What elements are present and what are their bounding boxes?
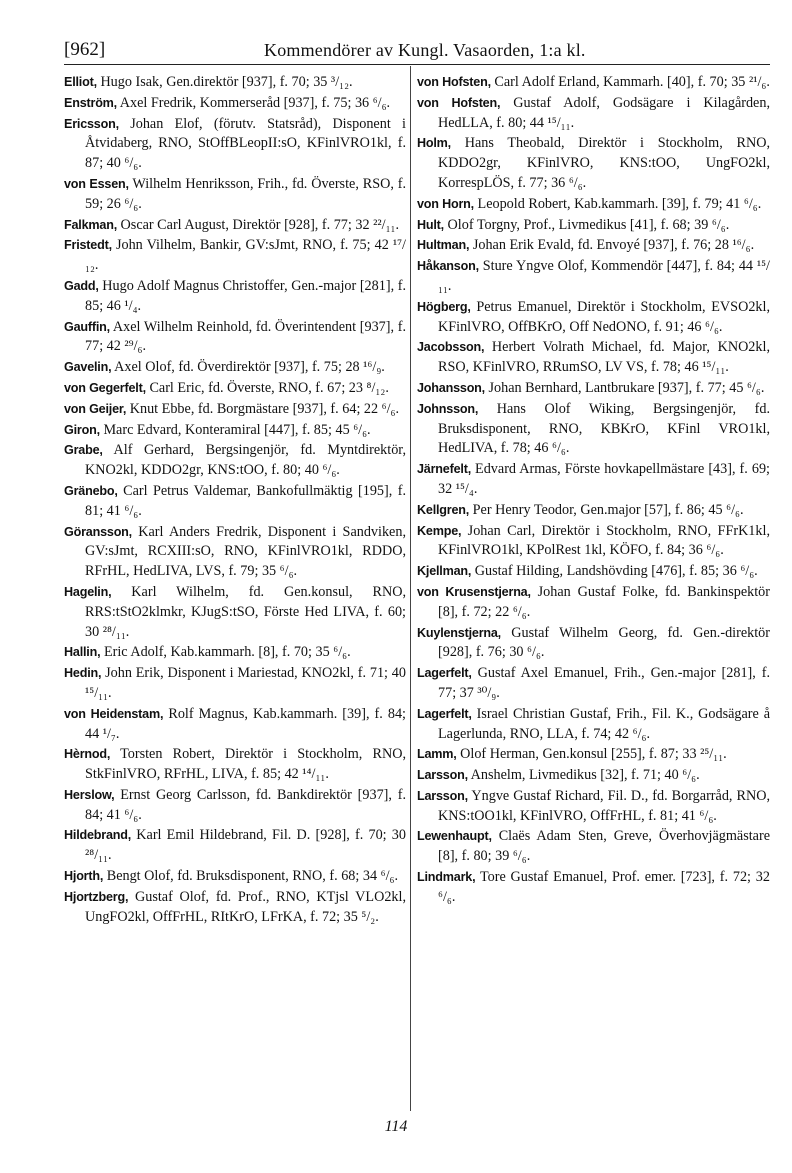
entry-details: Bengt Olof, fd. Bruksdisponent, RNO, f. 68; 34 ⁶/₆. (103, 868, 399, 885)
entry-surname: Lamm, (417, 747, 457, 762)
entry-surname: Hult, (417, 217, 444, 232)
running-title: Kommendörer av Kungl. Vasaorden, 1:a kl. (264, 40, 586, 60)
directory-entry (417, 236, 770, 256)
entry-details: Gustaf Wilhelm Georg, fd. Gen.-direktör [928], f. 76; 30 ⁶/₆. (438, 624, 770, 661)
entry-surname: Lewenhaupt, (417, 829, 492, 844)
entry-details: John Erik, Disponent i Mariestad, KNO2kl, f. 71; 40 ¹⁵/₁₁. (85, 665, 406, 701)
entry-surname: Hjorth, (64, 869, 104, 884)
entry-surname: Lindmark, (417, 870, 476, 885)
entry-details: Anshelm, Livmedikus [32], f. 71; 40 ⁶/₆. (467, 767, 700, 784)
directory-entry (64, 358, 406, 378)
directory-entry (64, 277, 406, 317)
directory-entry (64, 664, 406, 704)
entry-surname: Falkman, (64, 217, 117, 232)
entry-details: Hans Theobald, Direktör i Stockholm, RNO, KDDO2gr, KFinlVRO, KNS:tOO, UngFO2kl, KorrespLÖS, f. 77; 36 ⁶/₆. (438, 135, 770, 191)
directory-entry (417, 460, 770, 500)
directory-entry (417, 522, 770, 562)
entry-surname: Larsson, (417, 768, 468, 783)
page-header (64, 33, 776, 61)
entry-details: Hans Olof Wiking, Bergsingenjör, fd. Bruksdisponent, RNO, KBKrO, KFinl VRO1kl, HedLIVA, f. 78; 46 ⁶/₆. (438, 400, 770, 457)
directory-entry (64, 318, 406, 358)
entry-surname: von Horn, (417, 196, 474, 211)
entry-surname: Kjellman, (417, 564, 472, 579)
directory-entry (417, 379, 770, 399)
entry-surname: Kuylenstjerna, (417, 625, 501, 640)
entry-details: Karl Wilhelm, fd. Gen.konsul, RNO, RRS:tStO2klmkr, KJugS:tSO, Förste Hed LIVA, f. 60; 30 ²⁸/₁₁. (85, 583, 406, 640)
directory-entry (64, 441, 406, 481)
entry-surname: Hjortzberg, (64, 889, 129, 904)
directory-entry (64, 175, 406, 215)
entry-surname: Grabe, (64, 443, 103, 458)
entry-surname: Lagerfelt, (417, 666, 472, 681)
directory-entry (64, 786, 406, 826)
entry-surname: Giron, (64, 422, 100, 437)
directory-entry (64, 482, 406, 522)
entry-surname: Ericsson, (64, 116, 119, 131)
directory-entry (417, 868, 770, 908)
directory-entry (417, 827, 770, 867)
entry-details: Carl Adolf Erland, Kammarh. [40], f. 70; 35 ²¹/₆. (490, 74, 770, 90)
entry-details: Karl Emil Hildebrand, Fil. D. [928], f. 70; 30 ²⁸/₁₁. (85, 827, 406, 864)
entry-surname: Hildebrand, (64, 828, 132, 843)
entry-details: Axel Wilhelm Reinhold, fd. Överintendent [937], f. 77; 42 ²⁹/₆. (85, 318, 406, 355)
directory-entry (64, 705, 406, 745)
entry-surname: Kellgren, (417, 502, 470, 517)
entry-surname: Jacobsson, (417, 340, 485, 355)
entry-details: Johan Gustaf Folke, fd. Bankinspektör [8], f. 72; 22 ⁶/₆. (438, 583, 770, 620)
entry-details: Yngve Gustaf Richard, Fil. D., fd. Borgarråd, RNO, KNS:tOO1kl, KFinlVRO, OffFrHL, f. 81; 41 ⁶/₆. (438, 787, 770, 824)
directory-entry (64, 745, 406, 785)
directory-entry (64, 867, 406, 887)
entry-details: Axel Fredrik, Kommerseråd [937], f. 75; 36 ⁶/₆. (116, 94, 391, 111)
directory-entry (64, 888, 406, 928)
entry-details: Ernst Georg Carlsson, fd. Bankdirektör [937], f. 84; 41 ⁶/₆. (85, 786, 406, 823)
entry-details: Israel Christian Gustaf, Frih., Fil. K., Godsägare å Lagerlunda, RNO, LLA, f. 74; 42 ⁶/₆. (438, 705, 770, 742)
directory-entry (417, 562, 770, 582)
entry-details: Alf Gerhard, Bergsingenjör, fd. Myntdirektör, KNO2kl, KDDO2gr, KNS:tOO, f. 80; 40 ⁶/₆. (85, 442, 406, 479)
entry-details: Johan Erik Evald, fd. Envoyé [937], f. 76; 28 ¹⁶/₆. (469, 237, 755, 254)
entry-surname: Johansson, (417, 380, 485, 395)
directory-entry (417, 73, 770, 93)
directory-entry (64, 421, 406, 441)
directory-entry (64, 379, 406, 399)
directory-entry (64, 115, 406, 174)
entry-surname: Elliot, (64, 75, 97, 89)
entry-surname: Hagelin, (64, 584, 112, 599)
entry-surname: Göransson, (64, 524, 132, 539)
directory-entry (417, 94, 770, 134)
entry-surname: von Geijer, (64, 401, 127, 416)
entry-surname: Kempe, (417, 523, 462, 538)
right-column (417, 73, 770, 909)
directory-entry (417, 664, 770, 704)
entry-surname: von Hofsten, (417, 95, 501, 110)
entry-details: Claës Adam Sten, Greve, Överhovjägmästare [8], f. 80; 39 ⁶/₆. (438, 828, 770, 865)
entry-details: Rolf Magnus, Kab.kammarh. [39], f. 84; 44 ¹/₇. (85, 705, 406, 742)
entry-details: Oscar Carl August, Direktör [928], f. 77; 32 ²²/₁₁. (117, 216, 400, 233)
directory-entry (64, 94, 406, 114)
directory-entry (417, 257, 770, 297)
directory-entry (417, 705, 770, 745)
entry-surname: Håkanson, (417, 259, 479, 274)
directory-entry (64, 826, 406, 866)
directory-entry (64, 73, 406, 93)
entry-details: Karl Anders Fredrik, Disponent i Sandviken, GV:sJmt, RCXIII:sO, RNO, KFinlVRO1kl, RDDO, RFrHL, HedLIVA, LVS, f. 79; 35 ⁶/₆. (85, 523, 406, 580)
directory-entry (417, 624, 770, 664)
entry-surname: Gauffin, (64, 319, 110, 334)
entry-details: Edvard Armas, Förste hovkapellmästare [43], f. 69; 32 ¹⁵/₄. (438, 461, 770, 497)
entry-details: Knut Ebbe, fd. Borgmästare [937], f. 64; 22 ⁶/₆. (126, 400, 400, 417)
directory-entry (417, 400, 770, 459)
entry-surname: Holm, (417, 136, 451, 151)
entry-details: Johan Carl, Direktör i Stockholm, RNO, FFrK1kl, KFinlVRO1kl, KPolRest 1kl, KÖFO, f. 84; 36 ⁶/₆. (438, 522, 770, 559)
entry-surname: von Gegerfelt, (64, 380, 146, 395)
directory-entry (417, 787, 770, 827)
entry-surname: Högberg, (417, 299, 471, 314)
left-column (64, 73, 406, 928)
entry-surname: Fristedt, (64, 238, 112, 253)
directory-entry (417, 298, 770, 338)
entry-details: Carl Petrus Valdemar, Bankofullmäktig [195], f. 81; 41 ⁶/₆. (85, 482, 406, 519)
entry-details: Marc Edvard, Konteramiral [447], f. 85; 45 ⁶/₆. (99, 421, 371, 438)
entry-surname: Hèrnod, (64, 747, 111, 762)
entry-details: Eric Adolf, Kab.kammarh. [8], f. 70; 35 ⁶/₆. (100, 644, 351, 661)
entry-details: Axel Olof, fd. Överdirektör [937], f. 75; 28 ¹⁶/₉. (111, 359, 385, 376)
entry-details: Olof Herman, Gen.konsul [255], f. 87; 33 ²⁵/₁₁. (456, 746, 727, 763)
entry-details: Leopold Robert, Kab.kammarh. [39], f. 79; 41 ⁶/₆. (473, 195, 762, 212)
entry-surname: von Hofsten, (417, 75, 491, 89)
entry-surname: Herslow, (64, 787, 115, 802)
directory-entry (64, 400, 406, 420)
entry-details: Torsten Robert, Direktör i Stockholm, RNO, StkFinlVRO, RFrHL, LIVA, f. 85; 42 ¹⁴/₁₁. (85, 746, 406, 783)
entry-details: Hugo Isak, Gen.direktör [937], f. 70; 35 ³/₁₂. (96, 74, 353, 90)
entry-details: Sture Yngve Olof, Kommendör [447], f. 84; 44 ¹⁵/₁₁. (438, 258, 770, 294)
entry-details: Gustaf Hilding, Landshövding [476], f. 85; 36 ⁶/₆. (471, 563, 758, 580)
entry-details: Olof Torgny, Prof., Livmedikus [41], f. 68; 39 ⁶/₆. (443, 216, 730, 233)
entry-surname: Larsson, (417, 788, 468, 803)
entry-details: John Vilhelm, Bankir, GV:sJmt, RNO, f. 75; 42 ¹⁷/₁₂. (85, 237, 406, 274)
directory-entry (417, 745, 770, 765)
directory-entry (64, 523, 406, 582)
entry-surname: Gavelin, (64, 360, 112, 375)
entry-details: Gustaf Adolf, Godsägare i Kilagården, HedLLA, f. 80; 44 ¹⁵/₁₁. (438, 94, 770, 131)
entry-surname: von Heidenstam, (64, 706, 164, 721)
folio-number: 114 (384, 1118, 408, 1135)
directory-entry (417, 338, 770, 378)
directory-entry (417, 766, 770, 786)
directory-entry (417, 501, 770, 521)
entry-surname: von Krusenstjerna, (417, 584, 531, 599)
entry-surname: von Essen, (64, 176, 129, 191)
entry-surname: Enström, (64, 95, 117, 110)
directory-entry (64, 216, 406, 236)
entry-details: Johan Bernhard, Lantbrukare [937], f. 77; 45 ⁶/₆. (484, 379, 765, 396)
directory-entry (417, 583, 770, 623)
directory-entry (417, 216, 770, 236)
entry-surname: Hallin, (64, 645, 101, 660)
entry-details: Petrus Emanuel, Direktör i Stockholm, EVSO2kl, KFinlVRO, OffBKrO, Off NedONO, f. 91; 46 ⁶/₆. (438, 298, 770, 335)
entry-details: Herbert Volrath Michael, fd. Major, KNO2kl, RSO, KFinlVRO, RRumSO, LV VS, f. 78; 46 ¹⁵/₁₁. (438, 339, 770, 376)
entry-details: Johan Elof, (förutv. Statsråd), Disponent i Åtvidaberg, RNO, StOffBLeopII:sO, KFinlVRO1kl, f. 87; 40 ⁶/₆. (85, 115, 406, 172)
entry-details: Gustaf Olof, fd. Prof., RNO, KTjsl VLO2kl, UngFO2kl, OffFrHL, RItKrO, LFrKA, f. 72; 35 ⁵/₂. (85, 888, 406, 925)
entry-details: Tore Gustaf Emanuel, Prof. emer. [723], f. 72; 32 ⁶/₆. (438, 869, 770, 905)
entry-details: Wilhelm Henriksson, Frih., fd. Överste, RSO, f. 59; 26 ⁶/₆. (85, 175, 407, 212)
entry-details: Hugo Adolf Magnus Christoffer, Gen.-major [281], f. 85; 46 ¹/₄. (85, 277, 406, 314)
directory-entry (64, 643, 406, 663)
entry-surname: Johnsson, (417, 401, 479, 416)
entry-details: Carl Eric, fd. Överste, RNO, f. 67; 23 ⁸/₁₂. (145, 379, 389, 396)
directory-entry (417, 195, 770, 215)
directory-entry (64, 236, 406, 276)
entry-surname: Hultman, (417, 238, 470, 253)
page-number: [962] (64, 39, 106, 60)
entry-surname: Lagerfelt, (417, 706, 472, 721)
column-divider (410, 66, 411, 1111)
header-rule (64, 64, 770, 65)
entry-details: Per Henry Teodor, Gen.major [57], f. 86; 45 ⁶/₆. (469, 501, 744, 518)
entry-surname: Gadd, (64, 278, 99, 293)
entry-surname: Järnefelt, (417, 462, 471, 477)
entry-details: Gustaf Axel Emanuel, Frih., Gen.-major [281], f. 77; 37 ³⁰/₉. (438, 665, 770, 701)
entry-surname: Hedin, (64, 666, 102, 681)
entry-surname: Gränebo, (64, 483, 118, 498)
directory-entry (64, 583, 406, 642)
directory-entry (417, 134, 770, 193)
